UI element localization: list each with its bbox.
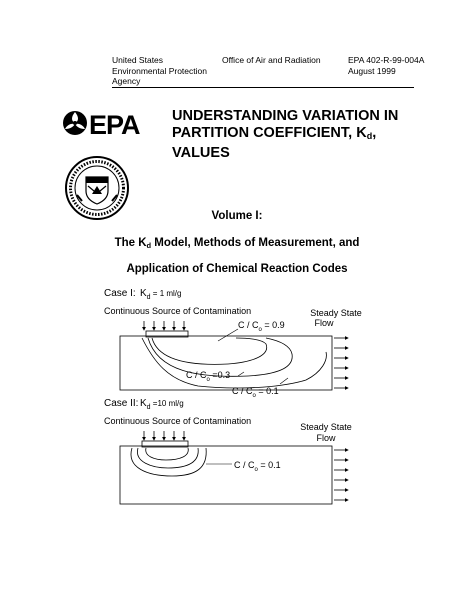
case-2-flow-label: Steady State	[300, 422, 352, 432]
title-subscript: d	[366, 131, 373, 141]
title-line-1: UNDERSTANDING VARIATION IN	[172, 108, 399, 124]
header-agency	[112, 55, 207, 87]
epa-logo	[62, 108, 140, 138]
contour-label-text: C / C	[234, 460, 255, 470]
contour-label-text: C / C	[238, 320, 259, 330]
kd-symbol: K	[140, 288, 147, 299]
title-text: PARTITION COEFFICIENT, K	[172, 125, 367, 141]
header-report-info	[348, 55, 424, 76]
case-1-source-label: Continuous Source of Contamination	[104, 306, 252, 316]
contour-label-0-9	[238, 320, 285, 333]
case-1-contours	[142, 338, 326, 388]
page-title	[172, 108, 432, 162]
case-2-aquifer-box	[120, 446, 332, 504]
volume-subscript: d	[146, 241, 152, 250]
kd-subscript: d	[146, 404, 151, 411]
volume-subtitle-line-2: Application of Chemical Reaction Codes	[126, 263, 348, 275]
case-2-flow-arrows	[334, 450, 348, 500]
kd-symbol: K	[140, 398, 147, 409]
contour-label-value: = 0.1	[257, 460, 281, 470]
case-1-source-arrows	[144, 321, 184, 330]
contour-label-value: = 0.9	[261, 320, 285, 330]
case-1-label: Case I:	[104, 288, 136, 299]
contour-label-value: =0.3	[209, 370, 231, 380]
contour-label-text: C / C	[186, 370, 207, 380]
epa-logo-text: EPA	[89, 110, 140, 138]
contour-label-sub: o	[258, 327, 262, 333]
case-2-label: Case II:	[104, 398, 139, 409]
case-1-flow-label: Steady State	[310, 308, 362, 318]
epa-flower-icon	[63, 111, 87, 135]
case-1-flow-arrows	[334, 338, 348, 388]
report-number: EPA 402-R-99-004A	[348, 55, 425, 65]
title-line-2	[172, 125, 432, 162]
volume-text: The K	[114, 237, 147, 249]
contour-label-value: = 0.1	[255, 386, 279, 396]
case-2-flow-label: Flow	[316, 433, 336, 443]
header-rule	[112, 87, 414, 88]
kd-subscript: d	[146, 294, 151, 301]
volume-heading: Volume I:	[211, 210, 263, 222]
contour-label-sub: o	[252, 393, 256, 399]
contour-label-case-2-0-1	[234, 460, 281, 473]
case-1-panel	[104, 288, 362, 399]
kd-value: = 1 ml/g	[150, 289, 182, 298]
contour-label-sub: o	[254, 467, 258, 473]
volume-subtitle-line-1	[0, 237, 474, 250]
header-office	[222, 55, 321, 66]
contour-label-sub: o	[206, 377, 210, 383]
case-2-panel	[104, 398, 352, 504]
report-date: August 1999	[348, 65, 396, 76]
case-1-kd	[140, 288, 181, 301]
contour-label-0-3	[186, 370, 230, 383]
header-agency-line: Agency	[112, 76, 141, 86]
header-office-line: Office of Air and Radiation	[222, 55, 321, 65]
contour-label-0-1	[232, 386, 279, 399]
header-agency-line: Environmental Protection	[112, 65, 207, 76]
case-2-contours	[131, 448, 206, 476]
contamination-plume-figure	[96, 282, 416, 582]
volume-text: Model, Methods of Measurement, and	[151, 237, 360, 249]
case-2-source-arrows	[144, 431, 184, 440]
header-agency-line: United States	[112, 55, 164, 65]
title-text: , VALUES	[172, 125, 377, 161]
case-1-flow-label: Flow	[314, 318, 334, 328]
contour-label-text: C / C	[232, 386, 253, 396]
case-2-source-label: Continuous Source of Contamination	[104, 416, 252, 426]
case-2-kd	[140, 398, 184, 411]
kd-value: =10 ml/g	[150, 399, 184, 408]
